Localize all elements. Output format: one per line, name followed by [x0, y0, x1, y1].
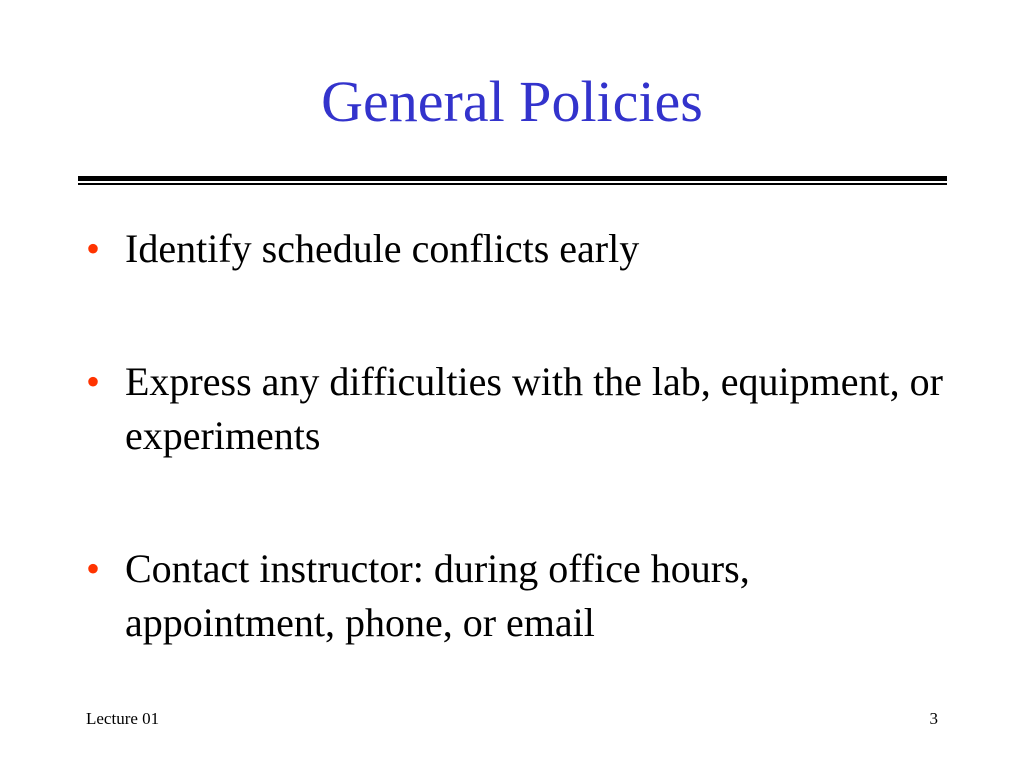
bullet-dot-icon: •: [86, 226, 101, 271]
slide-title: General Policies: [321, 69, 703, 134]
page-number: 3: [929, 709, 938, 728]
bullet-item: [86, 355, 946, 463]
title-rule-thin: [78, 183, 947, 185]
bullet-item: [86, 222, 946, 276]
bullet-text: Contact instructor: during office hours, appointment, phone, or email: [125, 546, 750, 645]
bullet-text: Express any difficulties with the lab, equipment, or experiments: [125, 359, 943, 458]
bullet-item: [86, 542, 946, 650]
bullet-dot-icon: •: [86, 359, 101, 404]
footer-lecture-label: Lecture 01: [86, 709, 160, 728]
bullet-dot-icon: •: [86, 546, 101, 591]
title-rule-thick: [78, 176, 947, 181]
bullet-list: [86, 222, 946, 650]
bullet-text: Identify schedule conflicts early: [125, 226, 640, 271]
